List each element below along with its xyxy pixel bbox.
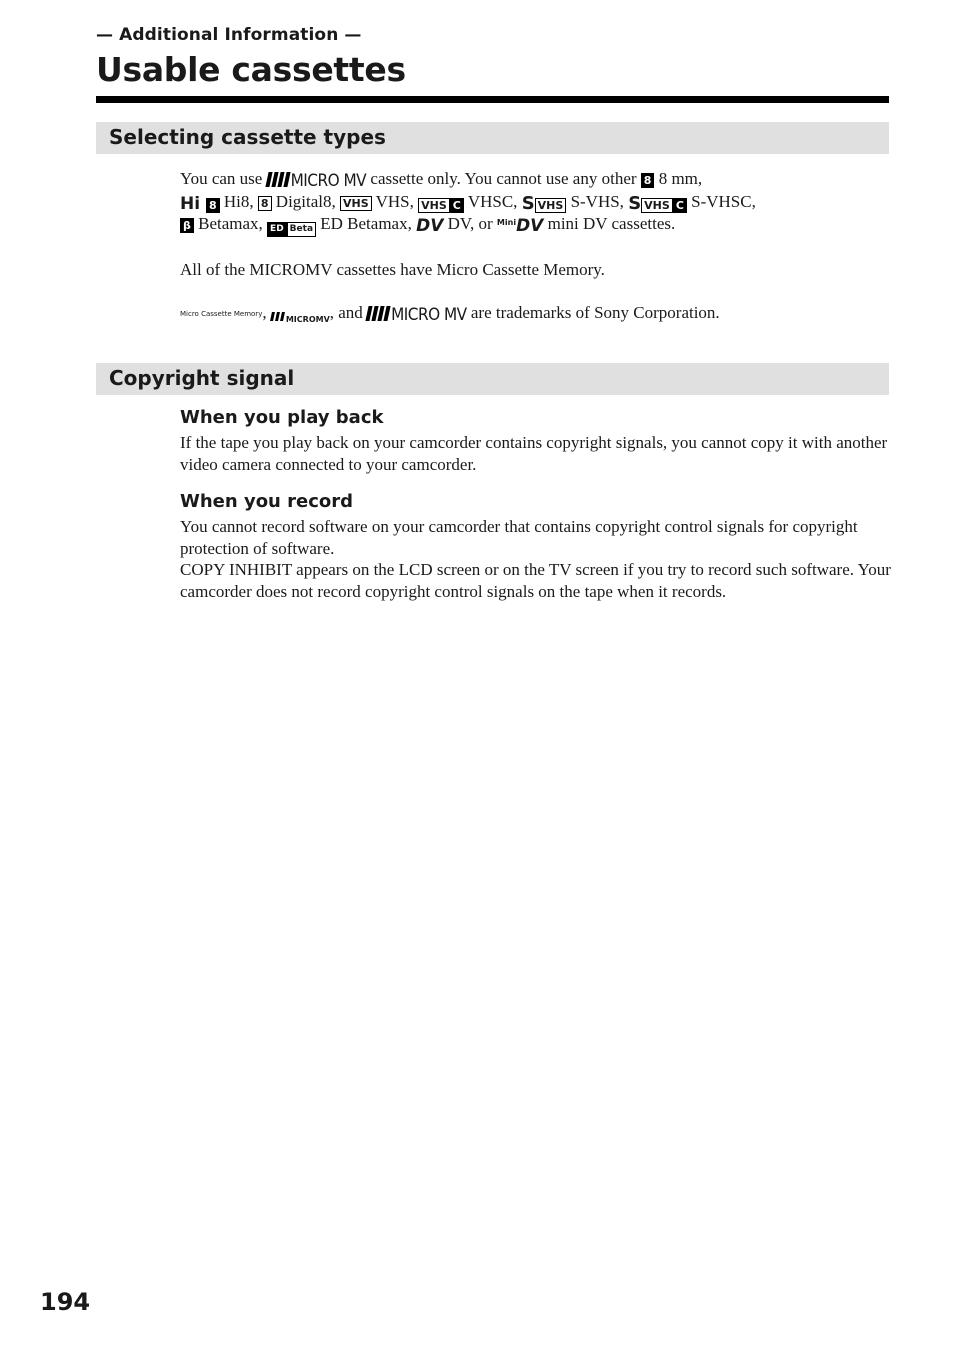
- micromv-logo-icon: MICRO MV: [267, 172, 367, 191]
- micromv-small-logo-icon: MICROMV: [271, 307, 330, 325]
- svhsc-logo-icon: S VHS C: [628, 195, 687, 213]
- text-run: DV, or: [447, 214, 493, 233]
- text-run: cassette only. You cannot use any other: [370, 169, 637, 188]
- micromv-memory-paragraph: All of the MICROMV cassettes have Micro Cassette Memory.: [180, 259, 605, 279]
- mini-dv-logo-icon: $^{Mini}$DV: [496, 216, 544, 236]
- text-run: VHS,: [375, 192, 414, 211]
- page-title: Usable cassettes: [96, 50, 406, 89]
- micro-cassette-memory-logo-icon: Micro Cassette Memory: [180, 310, 263, 319]
- trademark-paragraph: [180, 302, 892, 325]
- vhsc-logo-icon: VHS C: [418, 196, 464, 213]
- record-subheading: When you record: [180, 491, 354, 512]
- section-header-copyright: [96, 363, 889, 395]
- text-run: ,: [262, 303, 267, 323]
- playback-body: [180, 432, 892, 475]
- section-heading: Selecting cassette types: [109, 125, 386, 149]
- playback-paragraph: If the tape you play back on your camcorder contains copyright signals, you cannot copy it with another video camera connected to your camcorder.: [180, 433, 888, 474]
- ed-betamax-logo-icon: ED Beta: [267, 218, 316, 237]
- title-rule: [96, 96, 889, 103]
- playback-subheading: When you play back: [180, 407, 384, 428]
- betamax-logo-icon: β: [180, 218, 194, 233]
- text-run: VHSC,: [467, 192, 518, 211]
- dv-logo-icon: DV: [416, 216, 444, 236]
- text-run: You can use: [180, 169, 263, 188]
- section-kicker: — Additional Information —: [96, 25, 362, 45]
- section-header-cassette-types: [96, 122, 889, 154]
- cassette-types-paragraph: [180, 168, 892, 237]
- hi8-logo-icon: Hi 8: [180, 196, 220, 213]
- text-run: Betamax,: [198, 214, 263, 233]
- section-heading: Copyright signal: [109, 366, 295, 390]
- page-number: 194: [40, 1288, 91, 1316]
- digital8-logo-icon: 8: [258, 196, 272, 211]
- text-run: mini DV cassettes.: [547, 214, 676, 233]
- vhs-logo-icon: VHS: [340, 196, 372, 211]
- text-run: Digital8,: [275, 192, 336, 211]
- record-paragraph-1: You cannot record software on your camcorder that contains copyright control signals for copyright protection of software.: [180, 517, 858, 558]
- cassette-types-body: [180, 168, 892, 325]
- micromv-logo-icon: MICRO MV: [367, 306, 467, 325]
- text-run: S-VHS,: [570, 192, 624, 211]
- text-run: Hi8,: [223, 192, 254, 211]
- text-run: are trademarks of Sony Corporation.: [470, 303, 720, 323]
- svhs-logo-icon: S VHS: [522, 195, 567, 213]
- record-body: [180, 516, 892, 603]
- text-run: ED Betamax,: [320, 214, 412, 233]
- record-paragraph-2: COPY INHIBIT appears on the LCD screen or on the TV screen if you try to record such software. Your camcorder does not record copyright control signals on the tape when it records.: [180, 560, 891, 602]
- 8mm-logo-icon: 8: [641, 173, 655, 188]
- text-run: 8 mm,: [658, 169, 703, 188]
- text-run: , and: [329, 303, 363, 323]
- text-run: S-VHSC,: [691, 192, 756, 211]
